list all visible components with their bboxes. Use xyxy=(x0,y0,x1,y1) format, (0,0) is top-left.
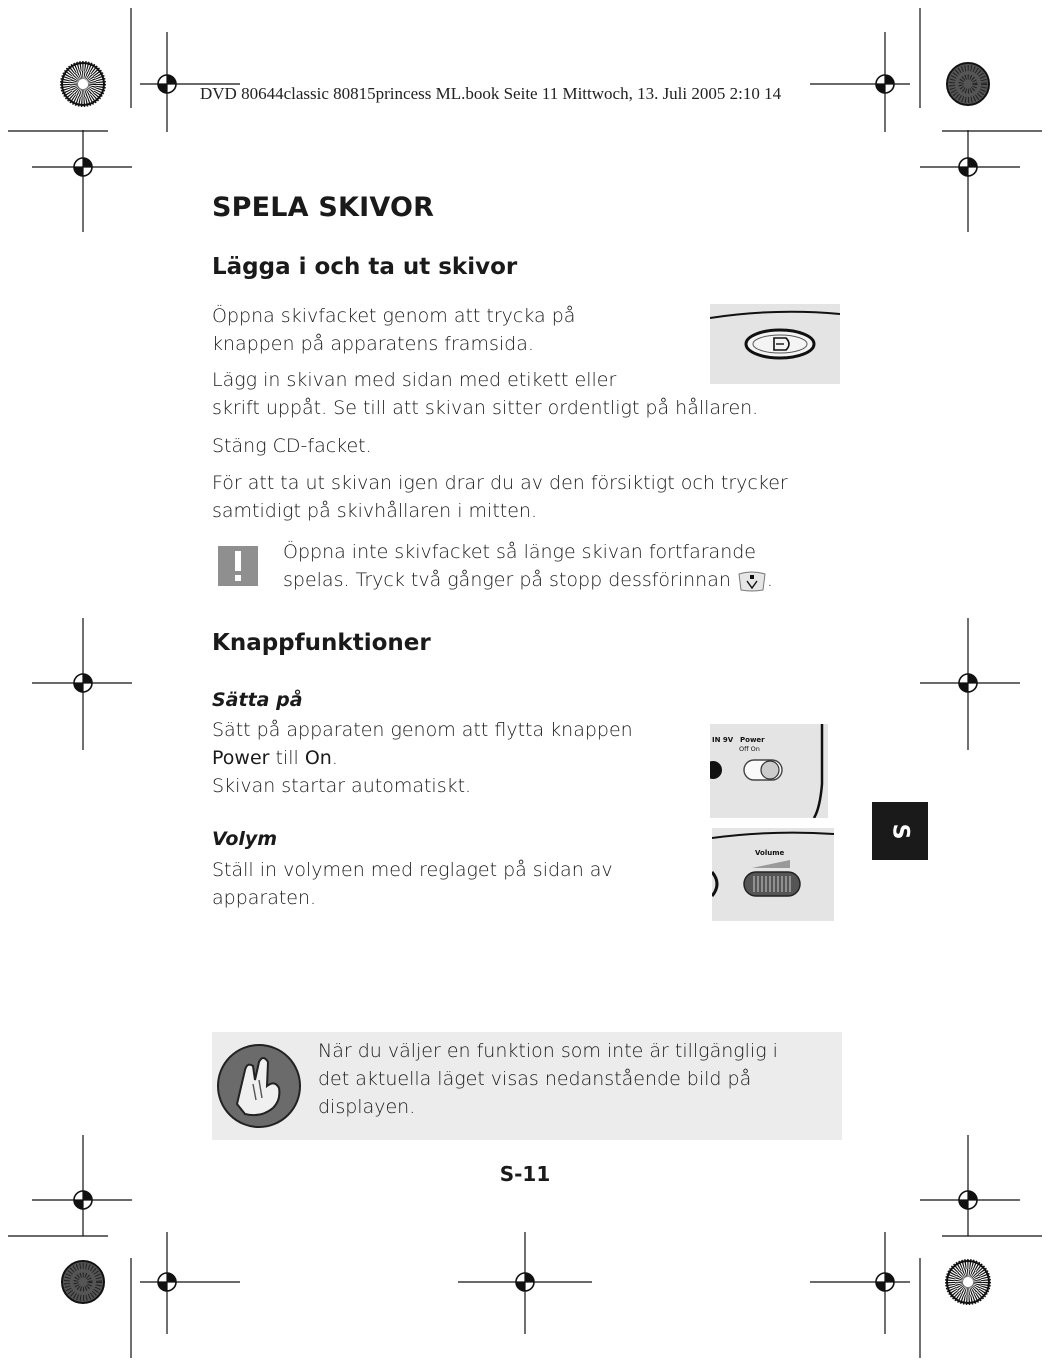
print-header: DVD 80644classic 80815princess ML.book Seite 11 Mittwoch, 13. Juli 2005 2:10 14 xyxy=(200,84,782,103)
paragraph-line: För att ta ut skivan igen drar du av den försiktigt och trycker xyxy=(212,472,788,494)
note-line: När du väljer en funktion som inte är tillgänglig i xyxy=(318,1040,778,1062)
gloved-hand-icon xyxy=(215,1040,303,1130)
subheading-volume: Volym xyxy=(212,828,278,850)
warning-text: spelas. Tryck två gånger på stopp dessförinnan xyxy=(283,569,731,591)
subheading-power-on: Sätta på xyxy=(212,689,303,711)
off-on-label: Off On xyxy=(739,745,760,753)
eject-button-figure xyxy=(710,304,840,384)
page-title: SPELA SKIVOR xyxy=(212,192,435,223)
note-line: det aktuella läget visas nedanstående bild på xyxy=(318,1068,752,1090)
note-line: displayen. xyxy=(318,1096,416,1118)
on-label: On xyxy=(304,747,332,769)
language-tab xyxy=(872,802,928,860)
section-heading-discs: Lägga i och ta ut skivor xyxy=(212,254,518,280)
language-tab-label: S xyxy=(887,823,913,839)
paragraph-line: Stäng CD-facket. xyxy=(212,435,372,457)
starburst-mark-top-left xyxy=(62,63,104,105)
starburst-mark-bottom-left xyxy=(62,1261,104,1303)
warning-end: . xyxy=(766,569,773,591)
power-switch-figure xyxy=(710,724,828,818)
paragraph-line: apparaten. xyxy=(212,887,317,909)
page-number: S-11 xyxy=(499,1162,551,1186)
paragraph-line: Ställ in volymen med reglaget på sidan av xyxy=(212,859,613,881)
paragraph-line: Sätt på apparaten genom att flytta knappen xyxy=(212,719,633,741)
paragraph-line: skrift uppåt. Se till att skivan sitter ordentligt på hållaren. xyxy=(212,397,759,419)
stop-button-icon xyxy=(737,570,767,592)
in-9v-label: IN 9V xyxy=(712,736,734,744)
warning-line-2 xyxy=(283,566,773,594)
starburst-mark-top-right xyxy=(947,63,989,105)
paragraph-line: Öppna skivfacket genom att trycka på xyxy=(212,305,576,327)
starburst-mark-bottom-right xyxy=(947,1261,989,1303)
paragraph-line: Lägg in skivan med sidan med etikett eller xyxy=(212,369,617,391)
till-word: till xyxy=(269,747,305,769)
section-heading-buttons: Knappfunktioner xyxy=(212,630,431,656)
warning-icon xyxy=(218,546,258,586)
warning-line: Öppna inte skivfacket så länge skivan fortfarande xyxy=(283,541,756,563)
fig-power-label: Power xyxy=(740,736,765,744)
fig-volume-label: Volume xyxy=(755,849,785,857)
paragraph-line-power xyxy=(212,744,338,772)
volume-wheel-figure xyxy=(712,828,834,921)
paragraph-line: knappen på apparatens framsida. xyxy=(212,333,534,355)
paragraph-line: samtidigt på skivhållaren i mitten. xyxy=(212,500,538,522)
power-label: Power xyxy=(212,747,270,769)
paragraph-line: Skivan startar automatiskt. xyxy=(212,775,472,797)
period: . xyxy=(331,747,338,769)
